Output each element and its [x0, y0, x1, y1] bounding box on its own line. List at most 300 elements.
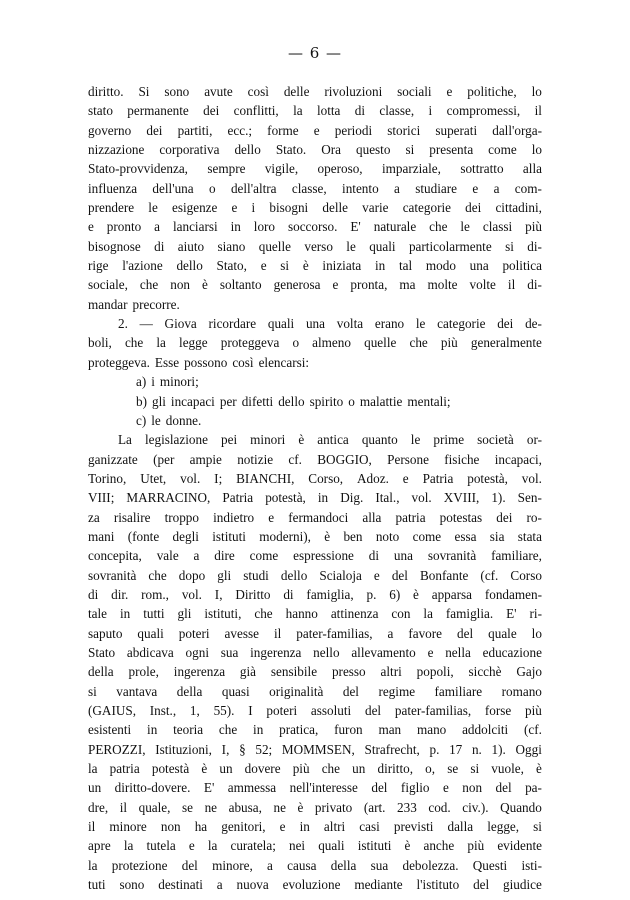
- word: un: [352, 761, 366, 777]
- word: poteri: [266, 703, 298, 718]
- word: questo: [356, 142, 391, 158]
- word: quelle: [364, 335, 397, 351]
- word: i: [251, 200, 256, 216]
- word: che: [429, 219, 448, 235]
- word: operoso,: [317, 161, 363, 177]
- word: quanto: [361, 432, 398, 448]
- word: un: [219, 761, 233, 777]
- word: è: [202, 277, 208, 293]
- word: tutti: [143, 606, 165, 622]
- word: è: [201, 761, 208, 777]
- word: bisognose: [88, 238, 141, 254]
- word: (per: [153, 451, 175, 467]
- word: altri: [380, 664, 402, 680]
- word: altri: [323, 819, 346, 835]
- word: originalità: [269, 683, 324, 699]
- word: naturale: [373, 219, 417, 235]
- word: sovranità: [88, 567, 137, 583]
- word: giudice: [503, 877, 542, 893]
- word: stata: [517, 528, 542, 544]
- word: apre: [88, 838, 111, 854]
- word: nella: [445, 644, 471, 660]
- word: legge: [179, 335, 208, 351]
- word: a: [154, 219, 161, 235]
- word: Strafrecht,: [364, 741, 420, 757]
- text-line: [88, 798, 542, 817]
- word: famiglia,: [306, 586, 354, 602]
- word: del: [181, 857, 198, 873]
- word: Torino,: [88, 470, 127, 486]
- word: vigile,: [264, 161, 299, 177]
- word: volta: [336, 316, 364, 332]
- word: forse: [484, 703, 512, 718]
- word: or-: [526, 432, 542, 448]
- word: dello: [280, 567, 308, 583]
- word: che: [321, 761, 341, 777]
- word: e: [231, 200, 238, 216]
- word: di: [283, 586, 294, 602]
- word: più: [440, 335, 458, 351]
- word: (art.: [363, 799, 386, 815]
- word: BOGGIO,: [317, 451, 372, 467]
- word: essa: [454, 528, 477, 544]
- word: elencarsi:: [258, 354, 310, 370]
- word: privato: [314, 799, 353, 815]
- word: modo: [425, 258, 456, 274]
- word: si: [405, 142, 415, 158]
- word: stato: [88, 103, 113, 119]
- word: anche: [423, 838, 455, 854]
- word: sensibile: [270, 664, 318, 680]
- word: governo: [88, 122, 132, 138]
- word: dello: [176, 258, 203, 274]
- text-line: [88, 643, 542, 662]
- word: della: [88, 664, 114, 680]
- word: vol.: [411, 490, 432, 506]
- word: che: [409, 335, 428, 351]
- word: Si: [138, 84, 150, 99]
- text-line: [88, 488, 542, 507]
- word: Stato.: [275, 142, 307, 158]
- word: dei: [497, 316, 514, 332]
- word: lo: [531, 625, 542, 641]
- word: Inst.,: [149, 703, 177, 718]
- word: familiare,: [491, 548, 542, 564]
- word: esigenze: [171, 200, 218, 216]
- text-line: [88, 372, 542, 391]
- word: è: [413, 586, 419, 602]
- word: diritto.: [88, 84, 124, 99]
- word: proteggeva: [220, 335, 280, 351]
- word: Persone: [387, 451, 429, 467]
- text-line: [88, 759, 542, 778]
- word: del: [342, 683, 359, 699]
- word: classi: [482, 219, 513, 235]
- word: e: [279, 819, 286, 835]
- word: previsti: [393, 819, 434, 835]
- word: n.: [471, 741, 482, 757]
- word: degli: [172, 528, 199, 544]
- word: quasi: [221, 683, 250, 699]
- page-number: — 6 —: [287, 44, 343, 62]
- word: prime: [433, 432, 465, 448]
- word: civ.).: [462, 799, 489, 815]
- word: assoluti: [310, 703, 352, 718]
- word: soccorso.: [287, 219, 338, 235]
- word: politica: [502, 258, 542, 274]
- word: o: [292, 335, 300, 351]
- word: Corso,: [308, 470, 344, 486]
- word: di: [368, 548, 380, 564]
- word: Sen-: [517, 490, 542, 506]
- word: educazione: [482, 644, 542, 660]
- word: e: [268, 509, 275, 525]
- text-line: [88, 333, 542, 352]
- word: erano: [374, 316, 405, 332]
- text-line: [88, 585, 542, 604]
- word: se: [447, 761, 459, 777]
- word: diritto-dovere.: [114, 780, 191, 796]
- text-line: [88, 101, 542, 120]
- word: incapaci,: [494, 451, 542, 467]
- word: è: [536, 761, 542, 777]
- word: categorie: [402, 200, 452, 216]
- word: Istituzioni,: [155, 741, 212, 757]
- word: almeno: [312, 335, 351, 351]
- word: precorre.: [132, 296, 180, 312]
- word: allevamento: [351, 644, 416, 660]
- body-text: [88, 82, 542, 894]
- word: politiche,: [467, 84, 517, 99]
- word: è: [404, 838, 411, 854]
- word: più: [467, 838, 485, 854]
- word: che: [124, 335, 144, 351]
- text-line: [88, 450, 542, 469]
- word: più: [525, 703, 542, 718]
- word: generosa: [273, 277, 321, 293]
- word: mentali;: [407, 393, 451, 409]
- word: ammessa: [227, 780, 277, 796]
- word: se: [182, 799, 194, 815]
- word: a: [394, 180, 400, 196]
- word: e: [472, 180, 479, 196]
- word: studi: [243, 567, 269, 583]
- text-line: [88, 82, 542, 101]
- word: antica: [317, 432, 349, 448]
- word: I,: [214, 586, 223, 602]
- word: indietro: [213, 509, 255, 525]
- word: legislazione: [144, 432, 208, 448]
- word: furon: [334, 722, 363, 738]
- word: apparsa: [431, 586, 473, 602]
- word: PEROZZI,: [88, 741, 146, 757]
- word: siano: [217, 238, 246, 254]
- word: fermandoci: [288, 509, 349, 525]
- text-line: [88, 662, 542, 681]
- word: sottratto: [460, 161, 504, 177]
- word: destinati: [158, 877, 203, 893]
- word: le: [460, 219, 470, 235]
- word: Ital.,: [375, 490, 400, 506]
- word: del: [473, 877, 490, 893]
- word: delle: [322, 200, 349, 216]
- word: moderni),: [259, 528, 311, 544]
- word: superati: [435, 122, 478, 138]
- word: ma: [399, 277, 416, 293]
- word: e: [332, 277, 339, 293]
- word: saputo: [88, 625, 123, 641]
- word: si: [280, 258, 290, 274]
- word: causa: [287, 857, 317, 873]
- word: gli: [152, 393, 166, 409]
- word: tutela: [146, 838, 176, 854]
- word: tale: [88, 606, 108, 622]
- word: sociali: [397, 84, 432, 99]
- word: i: [428, 103, 433, 119]
- text-line: [88, 159, 542, 178]
- word: delle: [283, 84, 310, 99]
- word: nell'interesse: [289, 780, 358, 796]
- word: malattie: [359, 393, 403, 409]
- word: patria: [109, 761, 140, 777]
- word: donne.: [165, 412, 202, 428]
- word: espressione: [293, 548, 354, 564]
- word: ricordare: [208, 316, 257, 332]
- word: tal: [398, 258, 413, 274]
- word: c): [136, 412, 147, 428]
- word: in: [147, 722, 158, 738]
- word: quelle: [258, 238, 291, 254]
- word: si: [88, 683, 97, 699]
- word: periodi: [334, 122, 373, 138]
- text-line: [88, 856, 542, 875]
- word: già: [239, 664, 257, 680]
- word: 55).: [213, 703, 235, 718]
- word: dello: [234, 142, 261, 158]
- word: particolarmente: [408, 238, 492, 254]
- text-line: [88, 740, 542, 759]
- word: di: [154, 238, 165, 254]
- word: cittadini,: [495, 200, 542, 216]
- word: lo: [531, 84, 542, 99]
- word: del: [457, 625, 474, 641]
- word: è: [298, 432, 305, 448]
- word: sono: [119, 877, 145, 893]
- word: di-: [527, 238, 542, 254]
- word: Dig.: [340, 490, 364, 506]
- word: 17: [449, 741, 463, 757]
- word: I: [248, 703, 253, 718]
- word: hanno: [285, 606, 318, 622]
- word: non: [170, 277, 191, 293]
- text-line: [88, 527, 542, 546]
- word: figlio: [400, 780, 430, 796]
- word: la: [293, 103, 303, 119]
- word: classe,: [379, 103, 415, 119]
- word: minore: [109, 819, 147, 835]
- word: minore,: [212, 857, 253, 873]
- word: pronto: [106, 219, 142, 235]
- word: dei: [146, 122, 163, 138]
- word: dei: [496, 509, 513, 525]
- word: ne: [204, 799, 218, 815]
- word: e: [260, 258, 267, 274]
- word: una: [305, 316, 325, 332]
- word: a): [136, 374, 147, 390]
- text-line: [88, 701, 542, 720]
- word: non: [462, 780, 483, 796]
- word: il: [534, 103, 542, 119]
- word: minori: [250, 432, 286, 448]
- word: isti-: [521, 857, 542, 873]
- word: com-: [514, 180, 542, 196]
- word: mani: [88, 528, 115, 544]
- word: protezione: [111, 857, 168, 873]
- word: della: [176, 683, 203, 699]
- word: potestà: [151, 761, 190, 777]
- word: che: [254, 606, 273, 622]
- word: in: [317, 490, 329, 506]
- word: ben: [343, 528, 363, 544]
- word: nei: [288, 838, 306, 854]
- word: debolezza.: [402, 857, 459, 873]
- word: proteggeva.: [88, 354, 150, 370]
- text-line: [88, 314, 542, 333]
- word: fisiche: [444, 451, 480, 467]
- word: la: [123, 838, 134, 854]
- word: corporativa: [159, 142, 220, 158]
- word: come: [412, 528, 442, 544]
- word: avesse: [224, 625, 259, 641]
- text-line: [88, 295, 542, 314]
- word: Corso: [510, 567, 542, 583]
- word: generalmente: [470, 335, 542, 351]
- word: la: [88, 857, 98, 873]
- word: notizie: [237, 451, 274, 467]
- word: popoli,: [416, 664, 454, 680]
- word: Quando: [500, 799, 542, 815]
- word: del: [495, 780, 512, 796]
- word: favore: [408, 625, 443, 641]
- word: cod.: [428, 799, 451, 815]
- text-line: [88, 121, 542, 140]
- word: (cf.: [524, 722, 542, 738]
- word: pei: [221, 432, 238, 448]
- word: noto: [375, 528, 400, 544]
- word: 1).: [491, 741, 506, 757]
- word: e: [313, 122, 320, 138]
- word: E': [203, 780, 215, 796]
- word: mediante: [354, 877, 403, 893]
- text-line: [88, 237, 542, 256]
- word: la: [88, 761, 98, 777]
- text-line: [88, 604, 542, 623]
- word: bisogni: [269, 200, 309, 216]
- word: in: [299, 819, 310, 835]
- word: Stato: [88, 644, 116, 660]
- word: o: [208, 180, 216, 196]
- word: di: [354, 103, 366, 119]
- word: dall'orga-: [492, 122, 542, 138]
- word: sono: [164, 84, 190, 99]
- word: pratica,: [279, 722, 319, 738]
- word: varie: [362, 200, 389, 216]
- word: dire: [214, 548, 235, 564]
- word: molte: [427, 277, 458, 293]
- word: forme: [267, 122, 299, 138]
- word: ne: [273, 799, 286, 815]
- word: più: [292, 761, 310, 777]
- word: che: [218, 722, 238, 738]
- word: quali: [137, 625, 164, 641]
- word: rivoluzioni: [324, 84, 383, 99]
- word: il: [507, 277, 516, 293]
- text-line: [88, 411, 542, 430]
- word: come: [488, 142, 517, 158]
- word: dei: [465, 200, 482, 216]
- word: dell'una: [152, 180, 194, 196]
- word: §: [239, 741, 246, 757]
- word: Diritto: [235, 586, 271, 602]
- word: la: [156, 335, 166, 351]
- word: e: [188, 838, 195, 854]
- word: è: [297, 799, 304, 815]
- word: Giova: [164, 316, 197, 332]
- word: de-: [525, 316, 542, 332]
- word: loro: [253, 219, 276, 235]
- word: rom.,: [141, 586, 169, 602]
- word: in: [253, 722, 264, 738]
- word: a: [267, 857, 273, 873]
- word: quali: [318, 838, 345, 854]
- word: Gajo: [516, 664, 542, 680]
- word: Stato-provvidenza,: [88, 161, 188, 177]
- word: ingerenza: [173, 664, 226, 680]
- word: evoluzione: [282, 877, 341, 893]
- word: le: [148, 200, 158, 216]
- word: concepita,: [88, 548, 142, 564]
- word: a: [387, 625, 394, 641]
- word: verso: [304, 238, 333, 254]
- word: alla: [362, 509, 382, 525]
- word: lo: [531, 142, 542, 158]
- word: famiglia.: [445, 606, 494, 622]
- word: le: [151, 412, 161, 428]
- word: 1,: [189, 703, 200, 718]
- word: il: [88, 819, 96, 835]
- word: così: [247, 84, 269, 99]
- word: sia: [489, 528, 505, 544]
- word: dello: [278, 393, 305, 409]
- word: za: [88, 509, 100, 525]
- text-line: [88, 217, 542, 236]
- word: 6): [389, 586, 401, 602]
- word: vol.: [521, 470, 542, 486]
- word: a: [493, 180, 500, 196]
- word: di: [88, 586, 99, 602]
- word: dovere: [244, 761, 281, 777]
- word: iniziata: [322, 258, 362, 274]
- word: abdicava: [126, 644, 174, 660]
- word: per: [219, 393, 237, 409]
- word: in: [120, 606, 131, 622]
- word: 233: [397, 799, 417, 815]
- word: poteri: [178, 625, 210, 641]
- word: Ora: [321, 142, 341, 158]
- word: e: [373, 567, 380, 583]
- word: dell'altra: [230, 180, 277, 196]
- word: e: [442, 780, 449, 796]
